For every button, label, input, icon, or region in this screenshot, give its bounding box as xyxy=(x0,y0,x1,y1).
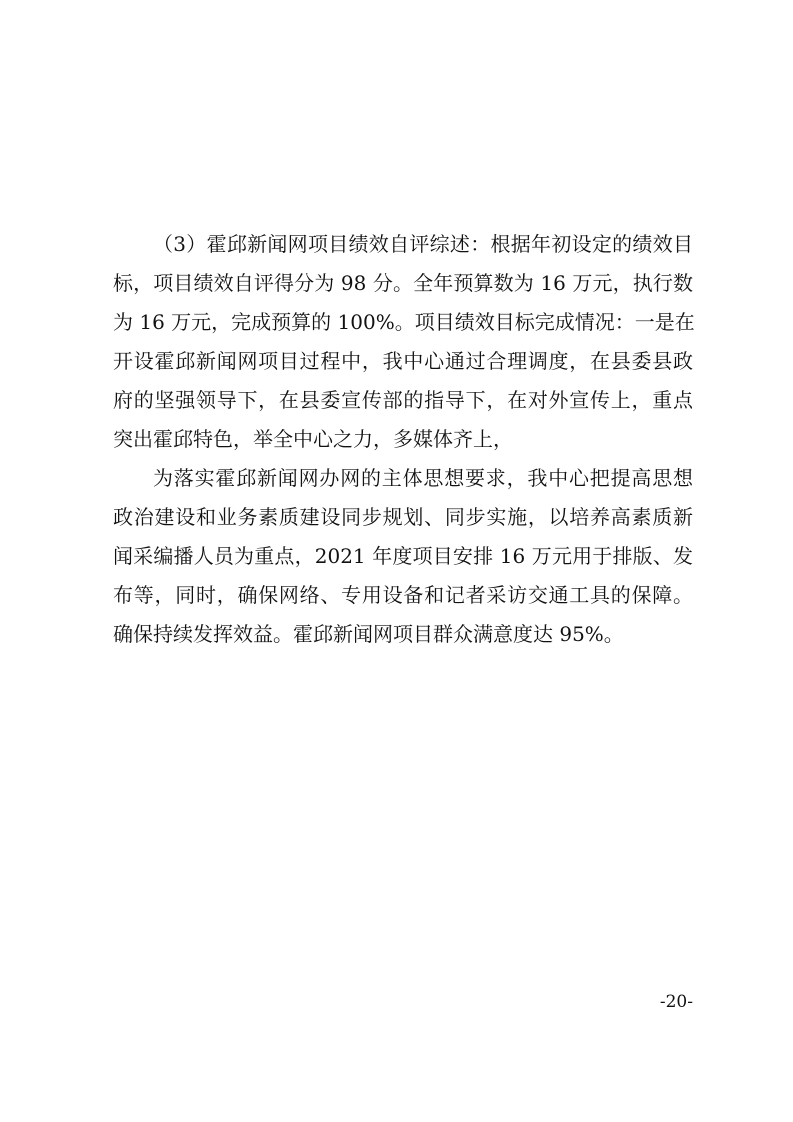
paragraph-line: 确保持续发挥效益。霍邱新闻网项目群众满意度达 95%。 xyxy=(113,622,624,646)
page-number: -20- xyxy=(659,992,693,1012)
paragraph-line: 为 16 万元，完成预算的 100%。项目绩效目标完成情况：一是在 xyxy=(113,310,695,334)
paragraph-line: 标，项目绩效自评得分为 98 分。全年预算数为 16 万元，执行数 xyxy=(113,271,693,295)
paragraph-line: 闻采编播人员为重点，2021 年度项目安排 16 万元用于排版、发 xyxy=(113,544,693,568)
paragraph-line: 政治建设和业务素质建设同步规划、同步实施，以培养高素质新 xyxy=(113,505,693,529)
paragraph-line: （3）霍邱新闻网项目绩效自评综述：根据年初设定的绩效目 xyxy=(153,232,693,256)
paragraph-line: 布等，同时，确保网络、专用设备和记者采访交通工具的保障。 xyxy=(113,583,693,607)
paragraph-line: 开设霍邱新闻网项目过程中，我中心通过合理调度，在县委县政 xyxy=(113,349,693,373)
paragraph-line: 为落实霍邱新闻网办网的主体思想要求，我中心把提高思想 xyxy=(153,466,693,490)
paragraph-line: 府的坚强领导下，在县委宣传部的指导下，在对外宣传上，重点 xyxy=(113,388,693,412)
paragraph-line: 突出霍邱特色，举全中心之力，多媒体齐上， xyxy=(113,427,513,451)
